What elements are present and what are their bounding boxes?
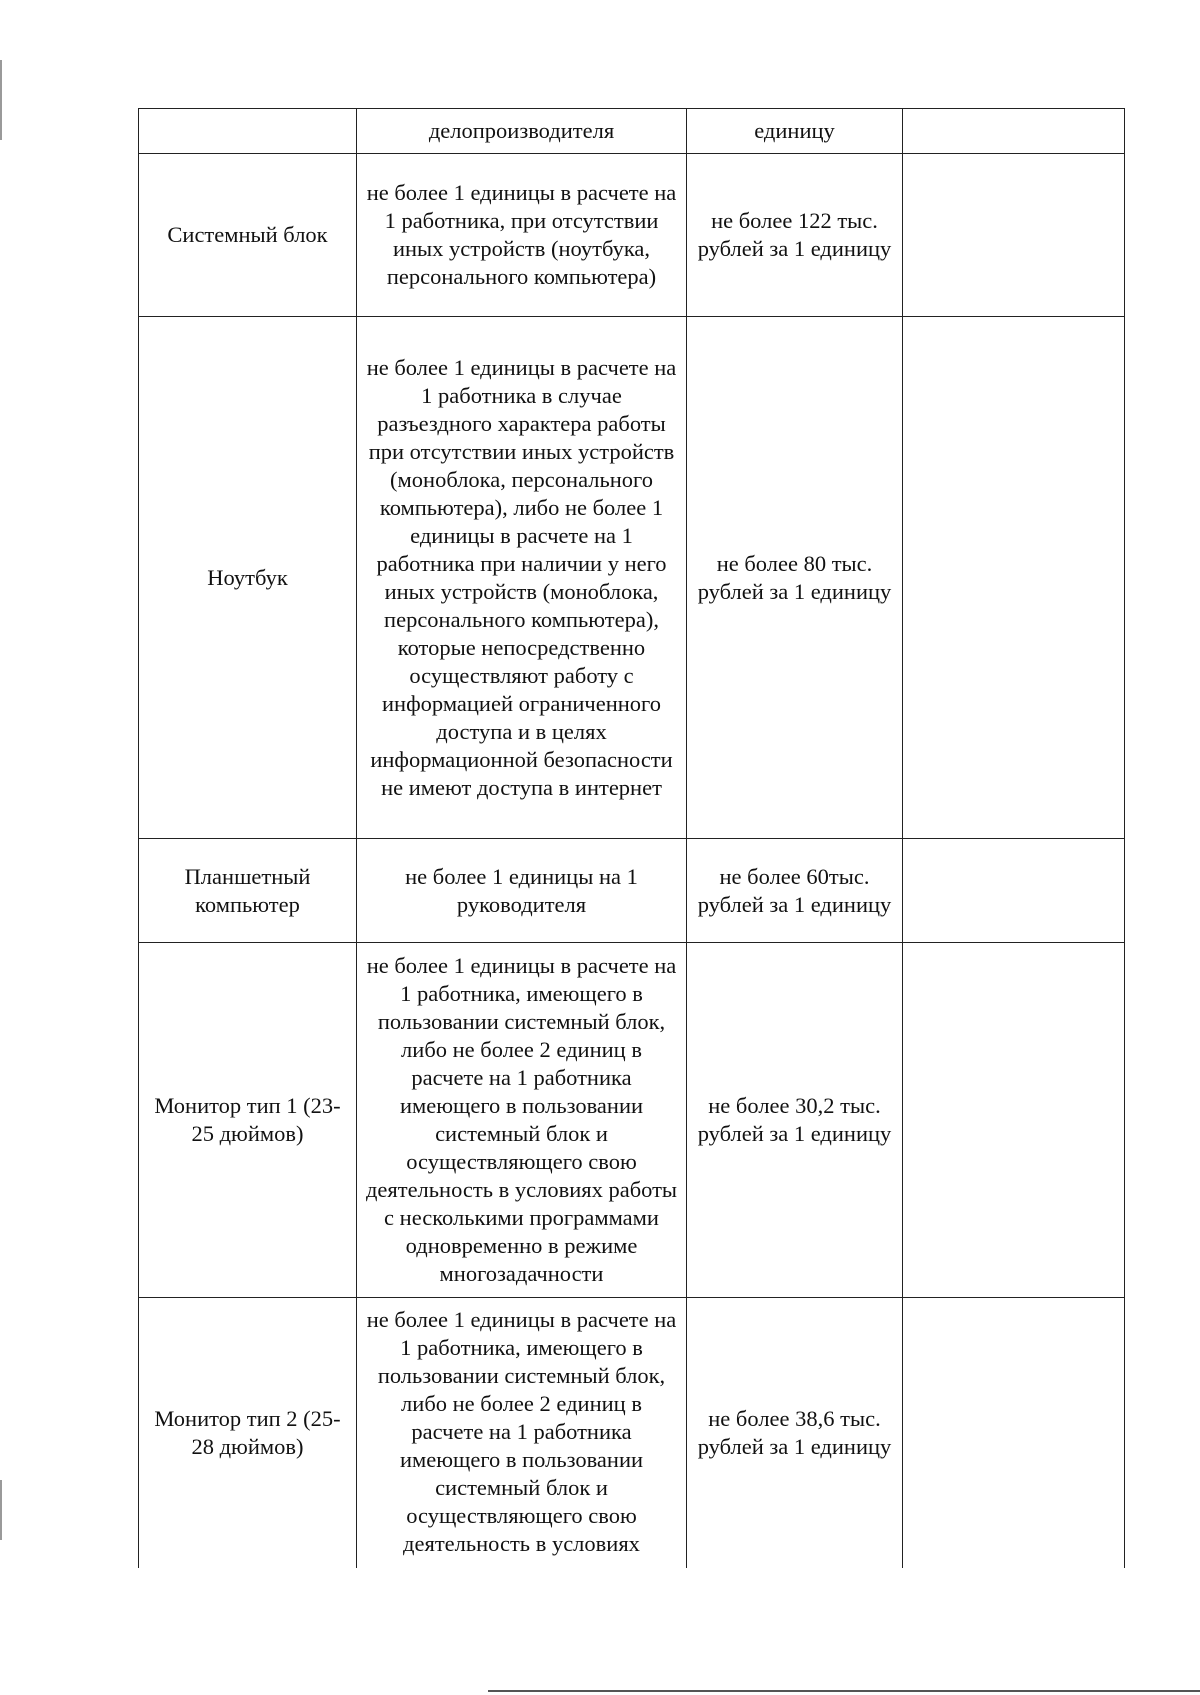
table-row <box>139 839 1125 943</box>
header-cell-note <box>903 109 1125 154</box>
row-condition-cell: не более 1 единицы в расчете на 1 работника, имеющего в пользовании системный блок, либо не более 2 единиц в расчете на 1 работника имеющего в пользовании системный блок и осуществляющего свою деятельность в условиях <box>357 1298 687 1568</box>
row-condition-cell: не более 1 единицы на 1 руководителя <box>357 839 687 943</box>
equipment-norms-table <box>138 108 1125 1568</box>
table-row <box>139 154 1125 317</box>
row-name-cell: Монитор тип 2 (25-28 дюймов) <box>139 1298 357 1568</box>
page-bottom-rule <box>488 1690 1200 1692</box>
table-row <box>139 943 1125 1298</box>
row-note-cell <box>903 1298 1125 1568</box>
row-name-cell: Ноутбук <box>139 317 357 839</box>
header-cell-price: единицу <box>687 109 903 154</box>
row-price-cell: не более 38,6 тыс. рублей за 1 единицу <box>687 1298 903 1568</box>
row-price-cell: не более 30,2 тыс. рублей за 1 единицу <box>687 943 903 1298</box>
table-header-row <box>139 109 1125 154</box>
row-name-cell: Системный блок <box>139 154 357 317</box>
row-condition-cell: не более 1 единицы в расчете на 1 работника, имеющего в пользовании системный блок, либо не более 2 единиц в расчете на 1 работника имеющего в пользовании системный блок и осуществляющего свою деятельность в условиях работы с несколькими программами одновременно в режиме многозадачности <box>357 943 687 1298</box>
row-note-cell <box>903 154 1125 317</box>
row-price-cell: не более 80 тыс. рублей за 1 единицу <box>687 317 903 839</box>
table-row <box>139 1298 1125 1568</box>
row-price-cell: не более 122 тыс. рублей за 1 единицу <box>687 154 903 317</box>
row-price-cell: не более 60тыс. рублей за 1 единицу <box>687 839 903 943</box>
row-note-cell <box>903 317 1125 839</box>
header-cell-condition: делопроизводителя <box>357 109 687 154</box>
scan-edge-mark <box>0 60 2 140</box>
row-note-cell <box>903 839 1125 943</box>
row-note-cell <box>903 943 1125 1298</box>
row-name-cell: Монитор тип 1 (23-25 дюймов) <box>139 943 357 1298</box>
row-condition-cell: не более 1 единицы в расчете на 1 работника, при отсутствии иных устройств (ноутбука, персонального компьютера) <box>357 154 687 317</box>
row-condition-cell: не более 1 единицы в расчете на 1 работника в случае разъездного характера работы при отсутствии иных устройств (моноблока, персонального компьютера), либо не более 1 единицы в расчете на 1 работника при наличии у него иных устройств (моноблока, персонального компьютера), которые непосредственно осуществляют работу с информацией ограниченного доступа и в целях информационной безопасности не имеют доступа в интернет <box>357 317 687 839</box>
header-cell-name <box>139 109 357 154</box>
row-name-cell: Планшетный компьютер <box>139 839 357 943</box>
table-row <box>139 317 1125 839</box>
scan-edge-mark <box>0 1480 2 1540</box>
